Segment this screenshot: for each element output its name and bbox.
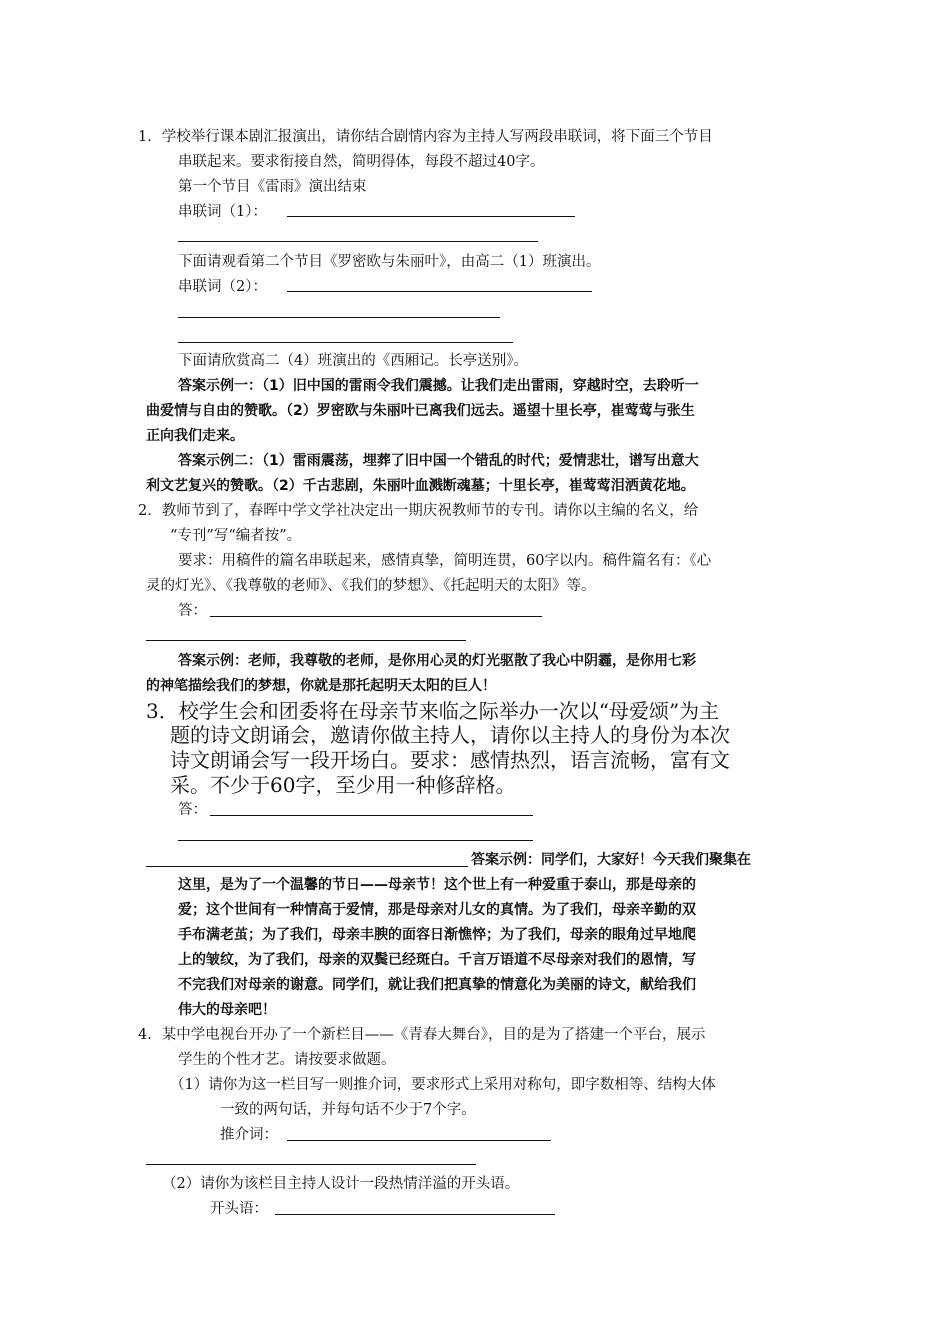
q4-sub2: （2）请你为该栏目主持人设计一段热情洋溢的开头语。 (162, 1176, 520, 1192)
q1-answer-line1b[interactable] (178, 241, 538, 242)
q4-stem-line2: 学生的个性才艺。请按要求做题。 (178, 1052, 396, 1068)
q2-answer-line2[interactable] (146, 640, 466, 641)
q4-sub1-line1: （1）请你为这一栏目写一则推介词，要求形式上采用对称句，即字数相等、结构大体 (170, 1077, 716, 1093)
q4-label2: 开头语： (210, 1201, 268, 1217)
q3-answer-example-line7: 伟大的母亲吧！ (178, 1002, 276, 1018)
q4-answer-line1a[interactable] (287, 1140, 551, 1141)
q3-stem-line2: 题的诗文朗诵会，邀请你做主持人，请你以主持人的身份为本次 (170, 723, 730, 747)
q3-answer-line2[interactable] (178, 840, 533, 841)
q3-answer-example-line5: 上的皱纹，为了我们，母亲的双鬓已经斑白。千言万语道不尽母亲对我们的恩情，写 (178, 952, 696, 968)
q1-answer-line2b[interactable] (178, 317, 500, 318)
q4-label1: 推介词： (220, 1127, 278, 1143)
q3-answer-line1[interactable] (210, 815, 533, 816)
q1-answer-line1a[interactable] (287, 216, 575, 217)
q1-answer-example1-line2: 曲爱情与自由的赞歌。（2）罗密欧与朱丽叶已离我们远去。遥望十里长亭，崔莺莺与张生 (146, 403, 695, 419)
q1-answer-example2-line1: 答案示例二：（1）雷雨震荡，埋葬了旧中国一个错乱的时代；爱情悲壮，谱写出意大 (178, 453, 699, 469)
q3-answer-label: 答： (178, 802, 207, 818)
q2-requirement-line1: 要求：用稿件的篇名串联起来，感情真挚，简明连贯，60字以内。稿件篇名有：《心 (178, 553, 712, 569)
q3-answer-example-line1: 答案示例：同学们，大家好！今天我们聚集在 (471, 852, 751, 868)
q1-label1: 串联词（1）： (178, 204, 267, 220)
q3-answer-example-line6: 不完我们对母亲的谢意。同学们，就让我们把真挚的情意化为美丽的诗文，献给我们 (178, 977, 696, 993)
q2-answer-example-line1: 答案示例：老师，我尊敬的老师，是你用心灵的灯光驱散了我心中阴霾，是你用七彩 (178, 653, 696, 669)
q2-answer-label: 答： (178, 603, 207, 619)
q1-answer-example1-line3: 正向我们走来。 (146, 428, 244, 444)
q3-stem-line4: 采。不少于60字，至少用一种修辞格。 (170, 773, 516, 797)
q4-stem-line1: 4．某中学电视台开办了一个新栏目——《青春大舞台》，目的是为了搭建一个平台，展示 (138, 1027, 706, 1043)
q3-answer-example-line4: 手布满老茧；为了我们，母亲丰腴的面容日渐憔悴；为了我们，母亲的眼角过早地爬 (178, 927, 696, 943)
q1-program3: 下面请欣赏高二（4）班演出的《西厢记。长亭送别》。 (178, 353, 528, 369)
q1-answer-line2a[interactable] (287, 291, 592, 292)
q1-program2: 下面请观看第二个节目《罗密欧与朱丽叶》，由高二（1）班演出。 (178, 254, 601, 270)
q2-stem-line2: “专刊”写“编者按”。 (170, 528, 302, 544)
q3-answer-example-line2: 这里，是为了一个温馨的节日——母亲节！这个世上有一种爱重于泰山，那是母亲的 (178, 877, 696, 893)
q3-stem-line3: 诗文朗诵会写一段开场白。要求：感情热烈，语言流畅，富有文 (170, 748, 730, 772)
q1-label2: 串联词（2）： (178, 279, 267, 295)
q1-answer-example2-line2: 利文艺复兴的赞歌。（2）千古悲剧，朱丽叶血溅断魂墓；十里长亭，崔莺莺泪洒黄花地。 (146, 478, 695, 494)
q3-answer-example-line3: 爱；这个世间有一种情高于爱情，那是母亲对儿女的真情。为了我们，母亲辛勤的双 (178, 902, 696, 918)
q1-answer-line2c[interactable] (178, 342, 513, 343)
q2-answer-example-line2: 的神笔描绘我们的梦想，你就是那托起明天太阳的巨人！ (146, 678, 496, 694)
q1-program1: 第一个节目《雷雨》演出结束 (178, 179, 367, 195)
q4-answer-line1b[interactable] (146, 1164, 476, 1165)
q4-sub1-line2: 一致的两句话，并每句话不少于7个字。 (220, 1102, 476, 1118)
q2-answer-line1[interactable] (210, 616, 542, 617)
q1-answer-example1-line1: 答案示例一：（1）旧中国的雷雨令我们震撼。让我们走出雷雨，穿越时空，去聆听一 (178, 378, 699, 394)
q3-stem-line1: 3．校学生会和团委将在母亲节来临之际举办一次以“母爱颂”为主 (146, 699, 720, 723)
q1-stem-line2: 串联起来。要求衔接自然，简明得体，每段不超过40字。 (178, 154, 545, 170)
q2-requirement-line2: 灵的灯光》、《我尊敬的老师》、《我们的梦想》、《托起明天的太阳》等。 (146, 578, 596, 594)
q3-answer-line3[interactable] (146, 866, 468, 867)
q2-stem-line1: 2．教师节到了，春晖中学文学社决定出一期庆祝教师节的专刊。请你以主编的名义，给 (138, 503, 699, 519)
q1-stem-line1: 1．学校举行课本剧汇报演出，请你结合剧情内容为主持人写两段串联词，将下面三个节目 (138, 129, 713, 145)
q4-answer-line2[interactable] (275, 1214, 555, 1215)
